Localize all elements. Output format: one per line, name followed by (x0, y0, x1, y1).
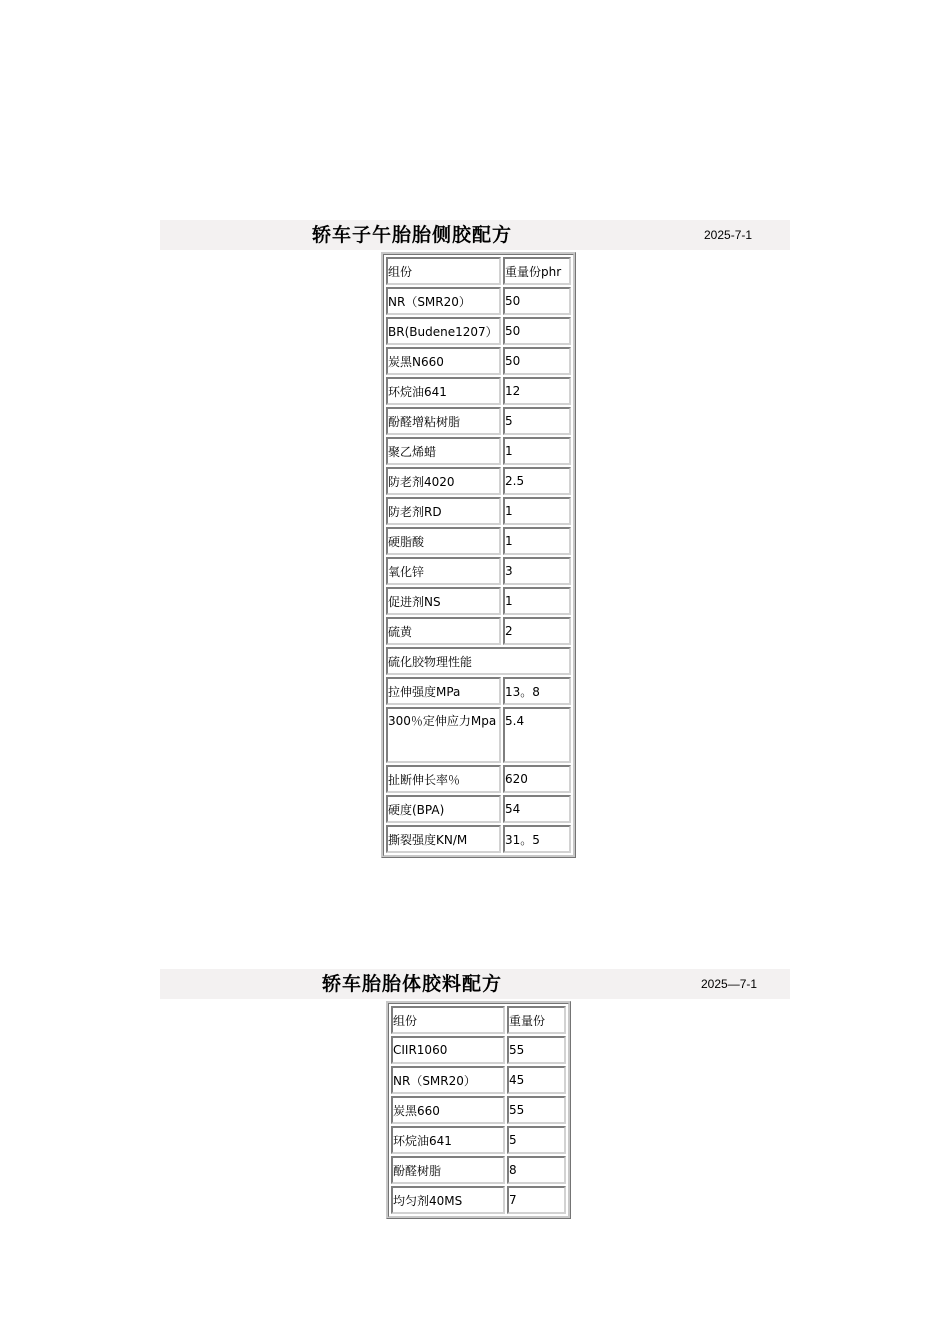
property-cell: 300％定伸应力Mpa (386, 707, 501, 763)
properties-label: 硫化胶物理性能 (386, 647, 571, 675)
component-cell: NR（SMR20） (391, 1066, 505, 1094)
weight-cell: 1 (503, 437, 571, 465)
table-row (386, 795, 571, 823)
component-cell: 氧化锌 (386, 557, 501, 585)
table-row (386, 587, 571, 615)
table-row (386, 557, 571, 585)
property-cell: 拉伸强度MPa (386, 677, 501, 705)
table-row (386, 527, 571, 555)
component-cell: 均匀剂40MS (391, 1186, 505, 1214)
table-row (386, 287, 571, 315)
weight-cell: 5 (507, 1126, 566, 1154)
table-row (386, 407, 571, 435)
header-cell-weight: 重量份 (507, 1006, 566, 1034)
table-header-row (386, 257, 571, 285)
component-cell: CIIR1060 (391, 1036, 505, 1064)
component-cell: 酚醛增粘树脂 (386, 407, 501, 435)
weight-cell: 55 (507, 1096, 566, 1124)
weight-cell: 12 (503, 377, 571, 405)
component-cell: 酚醛树脂 (391, 1156, 505, 1184)
table-header-row (391, 1006, 566, 1034)
component-cell: 促进剂NS (386, 587, 501, 615)
component-cell: 防老剂4020 (386, 467, 501, 495)
table-row (386, 467, 571, 495)
section2-header (160, 969, 790, 999)
component-cell: 硫黄 (386, 617, 501, 645)
weight-cell: 3 (503, 557, 571, 585)
properties-label-row (386, 647, 571, 675)
table-row (386, 677, 571, 705)
property-value-cell: 620 (503, 765, 571, 793)
section1-recipe-table (381, 252, 576, 858)
weight-cell: 2 (503, 617, 571, 645)
section2-recipe-table (386, 1001, 571, 1219)
weight-cell: 50 (503, 347, 571, 375)
component-cell: 炭黑660 (391, 1096, 505, 1124)
weight-cell: 8 (507, 1156, 566, 1184)
table-row (386, 317, 571, 345)
weight-cell: 1 (503, 497, 571, 525)
section1-title: 轿车子午胎胎侧胶配方 (312, 224, 513, 246)
table-row (386, 347, 571, 375)
section2-title: 轿车胎胎体胶料配方 (322, 973, 503, 995)
header-cell-component: 组份 (386, 257, 501, 285)
table-row (386, 437, 571, 465)
section1-date: 2025-7-1 (704, 228, 753, 242)
component-cell: 环烷油641 (386, 377, 501, 405)
table-row (391, 1096, 566, 1124)
component-cell: NR（SMR20） (386, 287, 501, 315)
table-row (391, 1156, 566, 1184)
weight-cell: 1 (503, 587, 571, 615)
component-cell: 炭黑N660 (386, 347, 501, 375)
property-value-cell: 13。8 (503, 677, 571, 705)
weight-cell: 2.5 (503, 467, 571, 495)
weight-cell: 55 (507, 1036, 566, 1064)
table-row (386, 617, 571, 645)
weight-cell: 50 (503, 287, 571, 315)
property-value-cell: 54 (503, 795, 571, 823)
header-cell-weight: 重量份phr (503, 257, 571, 285)
component-cell: 防老剂RD (386, 497, 501, 525)
component-cell: BR(Budene1207） (386, 317, 501, 345)
table-row (386, 497, 571, 525)
weight-cell: 5 (503, 407, 571, 435)
weight-cell: 7 (507, 1186, 566, 1214)
property-cell: 撕裂强度KN/M (386, 825, 501, 853)
table-row (391, 1036, 566, 1064)
property-cell: 硬度(BPA) (386, 795, 501, 823)
table-row (386, 377, 571, 405)
weight-cell: 50 (503, 317, 571, 345)
table-row (391, 1126, 566, 1154)
weight-cell: 1 (503, 527, 571, 555)
property-value-cell: 5.4 (503, 707, 571, 763)
section2-date: 2025—7-1 (701, 977, 758, 991)
table-row (391, 1066, 566, 1094)
component-cell: 硬脂酸 (386, 527, 501, 555)
component-cell: 聚乙烯蜡 (386, 437, 501, 465)
property-value-cell: 31。5 (503, 825, 571, 853)
table-row (386, 707, 571, 763)
table-row (386, 825, 571, 853)
section1-header (160, 220, 790, 250)
weight-cell: 45 (507, 1066, 566, 1094)
header-cell-component: 组份 (391, 1006, 505, 1034)
property-cell: 扯断伸长率％ (386, 765, 501, 793)
table-row (391, 1186, 566, 1214)
component-cell: 环烷油641 (391, 1126, 505, 1154)
table-row (386, 765, 571, 793)
